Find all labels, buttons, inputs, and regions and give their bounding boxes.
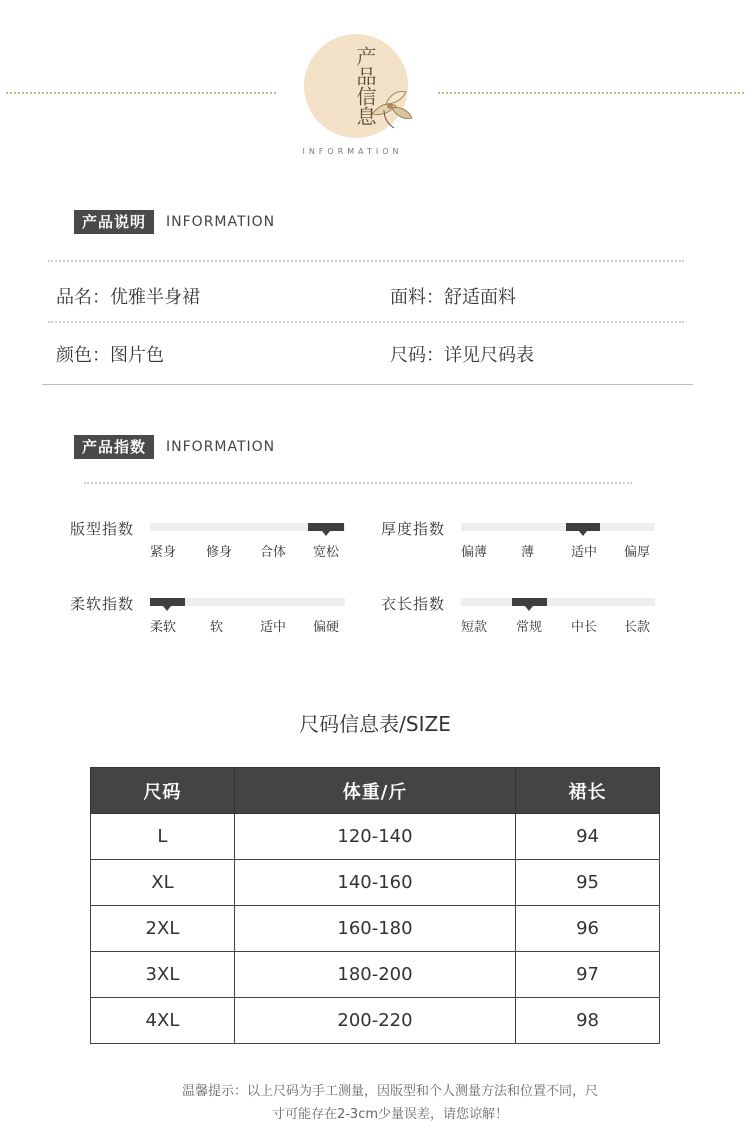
- index-option: 柔软: [150, 620, 177, 635]
- info-item-color: [56, 341, 164, 367]
- header-divider-right: [438, 92, 744, 94]
- index-option: 软: [210, 620, 224, 635]
- table-cell: 4XL: [91, 998, 235, 1044]
- info-item-fabric: [390, 283, 516, 309]
- index-arrow-fit: [322, 531, 330, 536]
- table-cell: 140-160: [234, 860, 515, 906]
- table-cell: 97: [516, 952, 660, 998]
- info-value: 舒适面料: [444, 287, 516, 308]
- info-value: 详见尺码表: [444, 345, 534, 366]
- index-label-length: 衣长指数: [381, 595, 446, 613]
- index-marker-softness: [150, 598, 185, 606]
- table-row: [91, 998, 660, 1044]
- table-cell: 180-200: [234, 952, 515, 998]
- info-label: 颜色：: [56, 345, 110, 366]
- size-note-line2: 寸可能存在2-3cm少量误差，请您谅解！: [271, 1107, 509, 1122]
- info-value: 优雅半身裙: [110, 287, 200, 308]
- index-marker-thickness: [566, 523, 600, 531]
- index-arrow-softness: [163, 606, 171, 611]
- table-cell: 98: [516, 998, 660, 1044]
- flower-icon: [366, 84, 416, 130]
- product-info-en: INFORMATION: [166, 214, 276, 230]
- index-option: 宽松: [313, 545, 340, 560]
- info-label: 尺码：: [390, 345, 444, 366]
- index-option: 适中: [571, 545, 598, 560]
- index-option: 长款: [624, 620, 651, 635]
- table-cell: 96: [516, 906, 660, 952]
- table-row: [91, 952, 660, 998]
- index-option: 偏薄: [461, 545, 488, 560]
- index-option: 适中: [260, 620, 287, 635]
- product-index-en: INFORMATION: [166, 439, 276, 455]
- index-marker-length: [512, 598, 547, 606]
- info-divider-top: [48, 260, 684, 262]
- index-arrow-length: [525, 606, 533, 611]
- index-option: 紧身: [150, 545, 177, 560]
- table-header-cell: 裙长: [516, 768, 660, 814]
- info-label: 品名：: [56, 287, 110, 308]
- product-info-tag: 产品说明: [74, 210, 154, 234]
- index-divider: [84, 482, 632, 484]
- table-cell: 120-140: [234, 814, 515, 860]
- table-cell: L: [91, 814, 235, 860]
- index-marker-fit: [308, 523, 344, 531]
- table-row: [91, 860, 660, 906]
- table-row: [91, 906, 660, 952]
- info-label: 面料：: [390, 287, 444, 308]
- info-value: 图片色: [110, 345, 164, 366]
- size-note-line1: 温馨提示：以上尺码为手工测量，因版型和个人测量方法和位置不同，尺: [181, 1084, 598, 1099]
- header-divider-left: [6, 92, 276, 94]
- index-option: 常规: [516, 620, 543, 635]
- table-header-row: [91, 768, 660, 814]
- index-label-thickness: 厚度指数: [381, 520, 446, 538]
- index-option: 合体: [260, 545, 287, 560]
- table-cell: 95: [516, 860, 660, 906]
- table-header-cell: 体重/斤: [234, 768, 515, 814]
- table-cell: 3XL: [91, 952, 235, 998]
- index-option: 中长: [571, 620, 598, 635]
- size-note: [140, 1080, 640, 1126]
- header-subtitle: INFORMATION: [302, 147, 403, 156]
- size-table-title: 尺码信息表/SIZE: [299, 712, 451, 736]
- table-cell: 2XL: [91, 906, 235, 952]
- table-cell: 200-220: [234, 998, 515, 1044]
- product-index-tag: 产品指数: [74, 435, 154, 459]
- info-item-size: [390, 341, 534, 367]
- product-index-title: [74, 435, 275, 459]
- table-cell: 160-180: [234, 906, 515, 952]
- index-option: 修身: [206, 545, 233, 560]
- table-cell: 94: [516, 814, 660, 860]
- info-divider-bottom: [42, 384, 693, 385]
- table-row: [91, 814, 660, 860]
- index-track-thickness: [461, 523, 655, 531]
- table-cell: XL: [91, 860, 235, 906]
- index-option: 偏硬: [313, 620, 340, 635]
- index-option: 短款: [461, 620, 488, 635]
- info-divider-mid: [48, 321, 684, 323]
- size-table: [90, 767, 660, 1044]
- index-label-softness: 柔软指数: [70, 595, 135, 613]
- index-label-fit: 版型指数: [70, 520, 135, 538]
- index-arrow-thickness: [579, 531, 587, 536]
- table-header-cell: 尺码: [91, 768, 235, 814]
- index-option: 薄: [521, 545, 535, 560]
- index-option: 偏厚: [624, 545, 651, 560]
- product-info-title: [74, 210, 275, 234]
- badge-title: 产品信息: [353, 46, 377, 126]
- info-item-name: [56, 283, 200, 309]
- index-track-length: [461, 598, 655, 606]
